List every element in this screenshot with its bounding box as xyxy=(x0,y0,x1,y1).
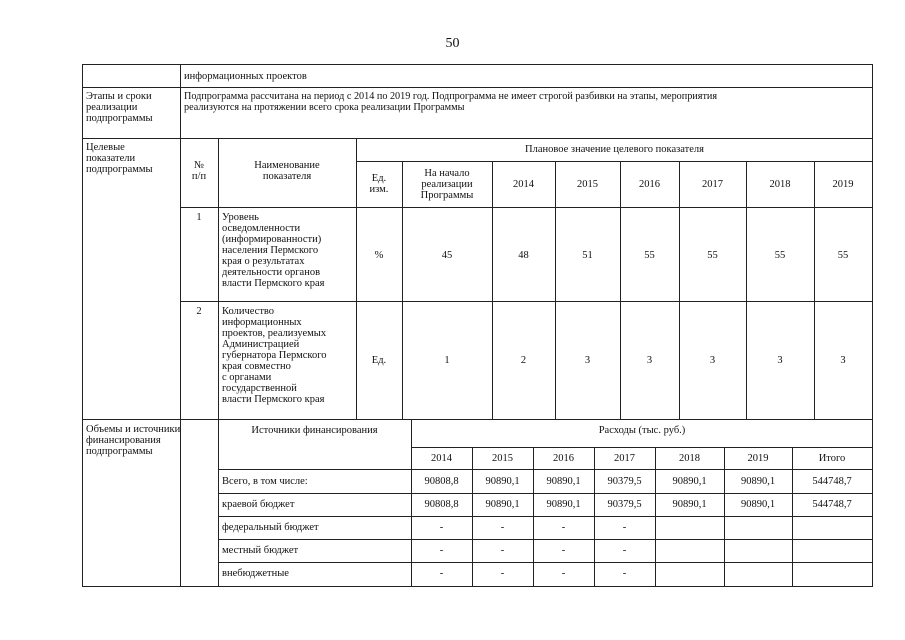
indicator-start-value: 45 xyxy=(441,250,453,261)
finance-value: - xyxy=(439,545,444,556)
indicator-num: 2 xyxy=(196,306,202,317)
indicator-value: 55 xyxy=(644,250,655,261)
indicator-value: 2 xyxy=(520,355,527,366)
finance-value: 90890,1 xyxy=(740,476,776,487)
finance-source: Всего, в том числе: xyxy=(222,476,308,487)
indicator-name: Уровень осведомленности (информированности) населения Пермского края о результатах деятельности органов власти Пермского края xyxy=(222,212,325,289)
finance-value: - xyxy=(439,568,444,579)
finance-value: - xyxy=(500,568,505,579)
indicator-value: 3 xyxy=(646,355,653,366)
finance-value: 90890,1 xyxy=(672,476,707,487)
finance-value: 544748,7 xyxy=(812,476,852,487)
finance-value: - xyxy=(500,522,505,533)
finance-label: Объемы и источники финансирования подпрограммы xyxy=(86,424,181,457)
expenses-header: Расходы (тыс. руб.) xyxy=(598,425,686,436)
finance-source: краевой бюджет xyxy=(222,499,295,510)
finance-year-header: 2016 xyxy=(553,453,574,464)
year-header: 2018 xyxy=(769,179,791,190)
finance-year-header: 2018 xyxy=(679,453,700,464)
finance-year-header: 2015 xyxy=(492,453,513,464)
indicator-name: Количество информационных проектов, реализуемых Администрацией губернатора Пермского края совместно с органами государственной власти Пермского края xyxy=(222,306,327,405)
indicator-value: 3 xyxy=(840,355,846,366)
year-header: 2014 xyxy=(513,179,534,190)
finance-value: 90890,1 xyxy=(546,499,581,510)
finance-value: 90890,1 xyxy=(546,476,581,487)
finance-value: 90890,1 xyxy=(485,476,520,487)
indicator-value: 48 xyxy=(518,250,529,261)
finance-value: 90808,8 xyxy=(424,476,459,487)
indicator-unit: Ед. xyxy=(371,355,387,366)
planned-header: Плановое значение целевого показателя xyxy=(525,144,704,155)
finance-value: 90808,8 xyxy=(424,499,459,510)
sources-header: Источники финансирования xyxy=(251,425,378,436)
year-header: 2019 xyxy=(832,179,854,190)
finance-value: 544748,7 xyxy=(812,499,852,510)
finance-value: 90379,5 xyxy=(607,499,642,510)
col-name-header: Наименование показателя xyxy=(254,160,320,182)
year-header: 2015 xyxy=(577,179,598,190)
indicator-value: 51 xyxy=(582,250,593,261)
indicator-unit: % xyxy=(374,250,384,261)
finance-value: - xyxy=(561,522,566,533)
finance-value: - xyxy=(561,568,566,579)
finance-source: местный бюджет xyxy=(222,545,299,556)
indicator-value: 55 xyxy=(707,250,718,261)
finance-value: - xyxy=(622,522,627,533)
col-num-header: № п/п xyxy=(191,160,207,182)
finance-total-header: Итого xyxy=(818,453,846,464)
col-start-header: На начало реализации Программы xyxy=(420,168,474,201)
finance-source: внебюджетные xyxy=(222,568,289,579)
finance-value: - xyxy=(500,545,505,556)
page-number: 50 xyxy=(445,36,460,51)
passport-table xyxy=(82,64,873,588)
year-header: 2017 xyxy=(702,179,723,190)
col-unit-header: Ед. изм. xyxy=(369,173,389,195)
indicator-value: 55 xyxy=(837,250,849,261)
finance-value: - xyxy=(622,545,627,556)
year-header: 2016 xyxy=(639,179,660,190)
finance-source: федеральный бюджет xyxy=(222,522,319,533)
stages-label: Этапы и сроки реализации подпрограммы xyxy=(86,91,153,124)
stages-text-2: реализуются на протяжении всего срока реализации Программы xyxy=(184,102,465,113)
finance-value: 90379,5 xyxy=(607,476,642,487)
finance-year-header: 2014 xyxy=(431,453,452,464)
targets-label: Целевые показатели подпрограммы xyxy=(86,142,153,175)
indicator-value: 3 xyxy=(709,355,716,366)
finance-value: 90890,1 xyxy=(672,499,707,510)
finance-year-header: 2017 xyxy=(614,453,635,464)
finance-value: 90890,1 xyxy=(485,499,520,510)
finance-value: 90890,1 xyxy=(740,499,776,510)
finance-value: - xyxy=(561,545,566,556)
finance-value: - xyxy=(622,568,627,579)
indicator-start-value: 1 xyxy=(444,355,450,366)
indicator-value: 3 xyxy=(777,355,783,366)
indicator-num: 1 xyxy=(196,212,202,223)
indicator-value: 3 xyxy=(584,355,591,366)
stages-text-1: Подпрограмма рассчитана на период с 2014 по 2019 год. Подпрограмма не имеет строгой разбивки на этапы, мероприятия xyxy=(184,91,718,102)
finance-value: - xyxy=(439,522,444,533)
indicator-value: 55 xyxy=(774,250,786,261)
finance-year-header: 2019 xyxy=(747,453,769,464)
intro-text: информационных проектов xyxy=(184,71,307,82)
